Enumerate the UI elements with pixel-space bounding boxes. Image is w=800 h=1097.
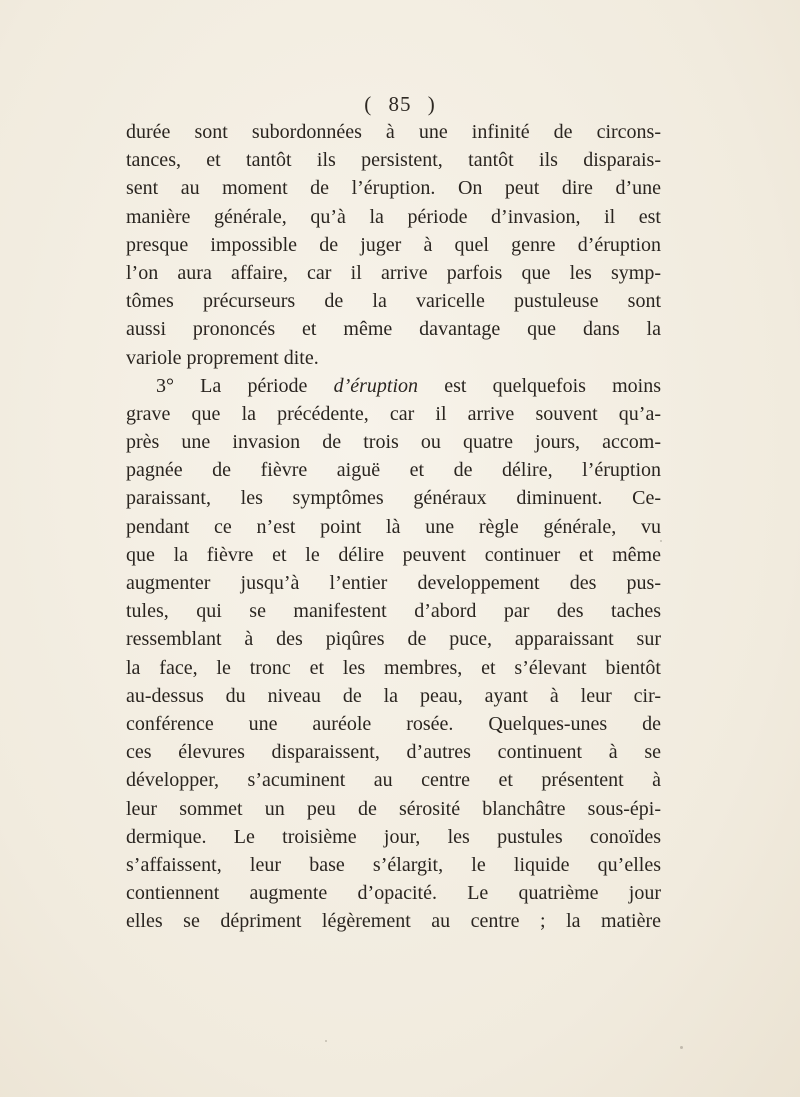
text-line: aussi prononcés et même davantage que dans la <box>126 318 661 341</box>
paper-speck <box>526 128 528 131</box>
paragraph-tail: est quelquefois moins <box>418 374 661 397</box>
text-line: elles se dépriment légèrement au centre ; la matière <box>126 910 661 933</box>
text-line: la face, le tronc et les membres, et s’élevant bientôt <box>126 656 661 679</box>
text-line: tômes précurseurs de la varicelle pustuleuse sont <box>126 290 661 313</box>
text-line: paraissant, les symptômes généraux diminuent. Ce- <box>126 487 661 510</box>
paper-speck <box>680 1046 683 1049</box>
text-line: presque impossible de juger à quel genre d’éruption <box>126 233 661 256</box>
text-line: grave que la précédente, car il arrive souvent qu’a- <box>126 402 661 425</box>
emphasis-eruption: d’éruption <box>333 374 419 397</box>
text-line: s’affaissent, leur base s’élargit, le liquide qu’elles <box>126 853 661 876</box>
paper-speck <box>660 540 662 542</box>
paper-speck <box>614 551 616 555</box>
text-line: manière générale, qu’à la période d’invasion, il est <box>126 205 661 228</box>
text-line: durée sont subordonnées à une infinité de circons- <box>126 121 661 143</box>
page-number: ( 85 ) <box>364 92 436 116</box>
text-line: variole proprement dite. <box>126 346 319 369</box>
text-line: conférence une auréole rosée. Quelques-unes de <box>126 712 661 735</box>
text-line: au-dessus du niveau de la peau, ayant à leur cir- <box>126 684 661 707</box>
text-line: augmenter jusqu’à l’entier developpement des pus- <box>126 572 661 594</box>
text-line: contiennent augmente d’opacité. Le quatrième jour <box>126 882 661 905</box>
text-line: pendant ce n’est point là une règle générale, vu <box>126 515 661 538</box>
paragraph-start-line <box>126 372 661 400</box>
text-line: dermique. Le troisième jour, les pustules conoïdes <box>126 825 661 848</box>
paragraph-lead: 3° La période <box>156 374 334 397</box>
text-line: leur sommet un peu de sérosité blanchâtre sous-épi- <box>126 797 661 820</box>
paper-speck <box>325 1040 327 1042</box>
text-line: tances, et tantôt ils persistent, tantôt ils disparais- <box>126 149 661 172</box>
text-line: ressemblant à des piqûres de puce, apparaissant sur <box>126 628 661 651</box>
text-line: sent au moment de l’éruption. On peut dire d’une <box>126 177 661 200</box>
text-line: tules, qui se manifestent d’abord par des taches <box>126 600 661 623</box>
text-line: l’on aura affaire, car il arrive parfois que les symp- <box>126 261 661 284</box>
text-line: près une invasion de trois ou quatre jours, accom- <box>126 431 661 454</box>
text-line: développer, s’acuminent au centre et présentent à <box>126 769 661 792</box>
text-line: que la fièvre et le délire peuvent continuer et même <box>126 543 661 566</box>
body-text <box>126 118 661 935</box>
text-line: ces élevures disparaissent, d’autres continuent à se <box>126 741 661 764</box>
text-line: pagnée de fièvre aiguë et de délire, l’éruption <box>126 459 661 482</box>
